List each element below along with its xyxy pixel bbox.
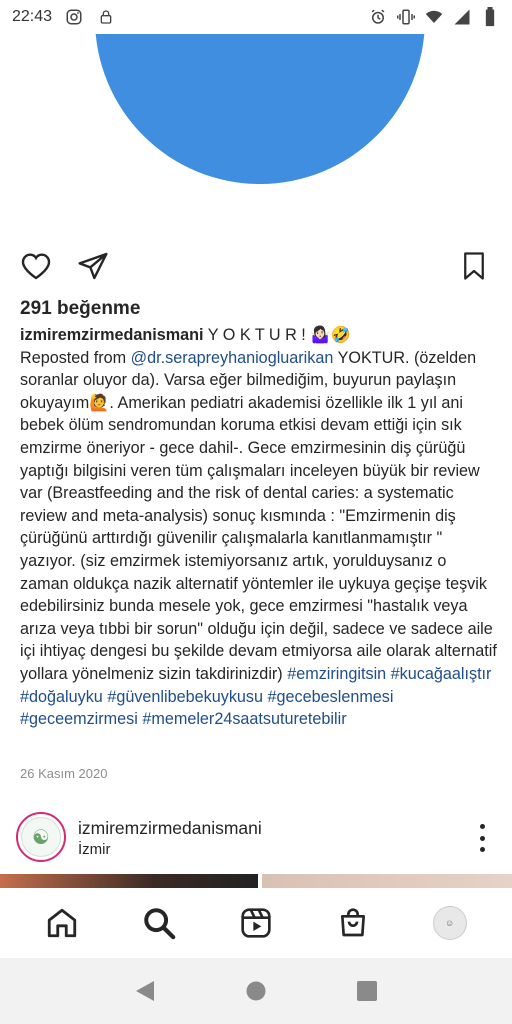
recents-icon [356,980,378,1002]
heart-icon [19,250,53,282]
system-navigation-bar [0,958,512,1024]
likes-count[interactable]: 291 beğenme [20,298,141,319]
lock-icon [96,7,116,27]
post-image[interactable] [0,34,512,238]
repost-user-link[interactable]: @dr.serapreyhaniogluarikan [130,348,334,367]
instagram-icon [64,7,84,27]
shop-icon [337,907,369,939]
more-options-button[interactable] [476,824,488,852]
home-circle-icon [245,980,267,1002]
caption-username[interactable]: izmiremzirmedanismani [20,326,204,344]
back-icon [134,979,156,1003]
next-post-location[interactable]: İzmir [78,841,111,858]
nav-shop-button[interactable] [331,901,375,945]
signal-icon [452,7,472,27]
post-image-blue-shape [95,34,425,184]
search-icon [142,906,176,940]
caption-title: Y O K T U R ! 🤷🏻‍♀️🤣 [203,326,351,344]
next-post-image-right [262,874,512,888]
next-post-avatar[interactable] [16,812,66,862]
hashtag[interactable]: #kucağaalıştır [390,664,492,683]
like-button[interactable] [18,248,54,284]
bookmark-icon [459,250,489,282]
dot [480,847,485,852]
next-post-header [0,806,512,870]
post-action-row [0,242,512,288]
wifi-icon [424,7,444,27]
save-button[interactable] [456,248,492,284]
reels-icon [240,907,272,939]
post-caption [20,324,498,731]
back-button[interactable] [130,976,160,1006]
bottom-navigation [0,888,512,958]
battery-icon [480,7,500,27]
next-post-username[interactable]: izmiremzirmedanismani [78,818,262,838]
paper-plane-icon [77,250,109,282]
caption-body: YOKTUR. (özelden soranlar oluyor da). Varsa eğer bilmediğim, buyurun paylaşın okuyayım🙋. Amerikan pediatri akademisi özellikle ilk 1 yıl ani bebek ölüm sendromundan koruma etkisi devam ettiği için sık emzirme öneriyor - gece dahil-. Gece emzirmesinin diş çürüğü yaptığı bilgisini veren tüm çalışmaları inceleyen büyük bir review var (Breastfeeding and the risk of dental caries: a systematic review and meta-analysis) sonuç kısmında : "Emzirmenin diş çürüğünü arttırdığı güvenilir çalışmalarla kanıtlanmamıştır " yazıyor. (siz emzirmek istemiyorsanız artık, yorulduysanız o zaman oldukça nazik alternatif yöntemler ile uykuya geçişe teşvik edebilirsiniz bunda mesele yok, gece emzirmesi "hastalık veya arıza veya tıbbi bir sorun" olduğu için değil, sadece ve sadece aile içi ihtiyaç dengesi bu şekilde devam etmiyorsa aile olarak alternatif yollara yönelmeniz sizin takdirinizdir) [20,348,497,683]
dot [480,824,485,829]
home-circle-button[interactable] [241,976,271,1006]
status-left [12,7,116,27]
hashtag[interactable]: #geceemzirmesi [20,710,138,729]
hashtag[interactable]: #emziringitsin [287,664,387,683]
nav-reels-button[interactable] [234,901,278,945]
nav-profile-button[interactable] [428,901,472,945]
dot [480,836,485,841]
nav-search-button[interactable] [137,901,181,945]
home-icon [45,906,79,940]
hashtag[interactable]: #gecebeslenmesi [267,687,394,706]
hashtag[interactable]: #memeler24saatsuturetebilir [142,710,347,729]
alarm-icon [368,7,388,27]
repost-prefix: Reposted from [20,348,131,367]
status-time: 22:43 [12,8,53,25]
status-right [368,7,500,27]
nav-home-button[interactable] [40,901,84,945]
hashtag[interactable]: #güvenlibebekuykusu [107,687,264,706]
recents-button[interactable] [352,976,382,1006]
next-post-image-strip[interactable] [0,874,512,888]
status-bar [0,0,512,34]
post-date: 26 Kasım 2020 [20,766,108,781]
share-button[interactable] [75,248,111,284]
profile-avatar: ☺ [433,906,467,940]
next-post-image-left [0,874,258,888]
hashtag[interactable]: #doğaluyku [20,687,103,706]
mother-baby-logo-icon: ☯ [21,817,61,857]
vibrate-icon [396,7,416,27]
